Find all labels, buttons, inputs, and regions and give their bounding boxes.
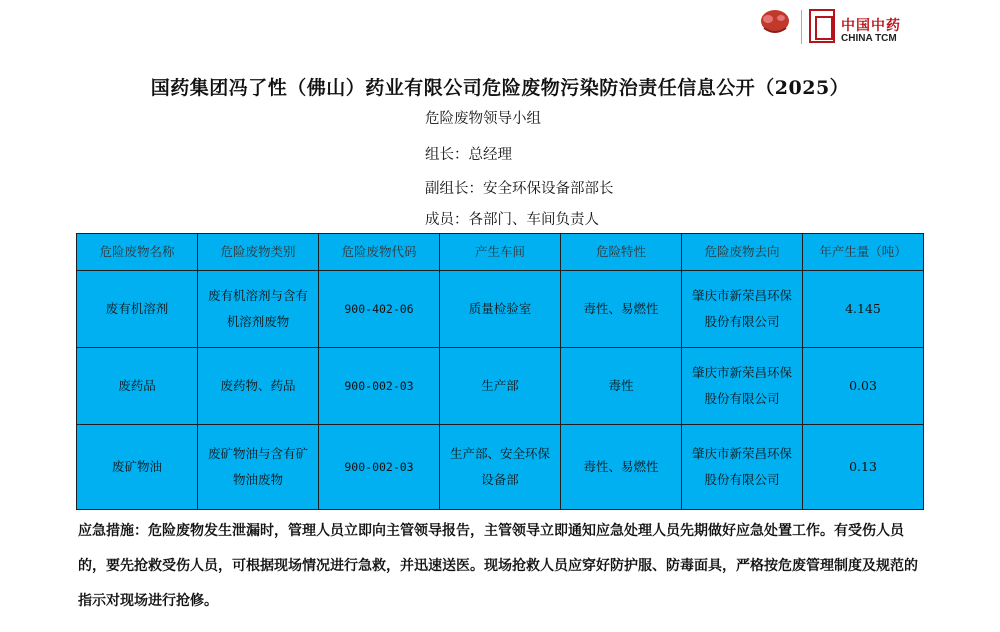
logo-en-text: CHINA TCM bbox=[841, 33, 897, 44]
col-header: 危险废物名称 bbox=[77, 234, 198, 271]
emergency-measures: 应急措施：危险废物发生泄漏时，管理人员立即向主管领导报告，主管领导立即通知应急处理人员先期做好应急处置工作。有受伤人员的，要先抢救受伤人员，可根据现场情况进行急救，并迅速送医。现场抢救人员应穿好防护服、防毒面具，严格按危废管理制度及规范的指示对现场进行抢修。 bbox=[78, 523, 918, 609]
table-row bbox=[77, 425, 924, 510]
cell-hazard: 毒性 bbox=[561, 348, 682, 425]
cell-hazard: 毒性、易燃性 bbox=[561, 425, 682, 510]
cell-destination: 肇庆市新荣昌环保股份有限公司 bbox=[682, 348, 803, 425]
table-row bbox=[77, 271, 924, 348]
deputy-leader: 副组长：安全环保设备部部长 bbox=[425, 181, 614, 197]
cell-name: 废有机溶剂 bbox=[77, 271, 198, 348]
table-header-row bbox=[77, 234, 924, 271]
cell-code: 900-402-06 bbox=[319, 271, 440, 348]
cell-name: 废矿物油 bbox=[77, 425, 198, 510]
col-header: 危险废物去向 bbox=[682, 234, 803, 271]
col-header: 产生车间 bbox=[440, 234, 561, 271]
cell-workshop: 生产部、安全环保设备部 bbox=[440, 425, 561, 510]
cell-workshop: 质量检验室 bbox=[440, 271, 561, 348]
group-leader: 组长：总经理 bbox=[425, 147, 512, 163]
china-tcm-mark-icon bbox=[809, 9, 835, 43]
cell-code: 900-002-03 bbox=[319, 348, 440, 425]
logo-divider bbox=[801, 10, 802, 44]
cell-category: 废有机溶剂与含有机溶剂废物 bbox=[198, 271, 319, 348]
cell-category: 废矿物油与含有矿物油废物 bbox=[198, 425, 319, 510]
logo-cn-text: 中国中药 bbox=[841, 18, 901, 34]
cell-category: 废药物、药品 bbox=[198, 348, 319, 425]
group-members: 成员：各部门、车间负责人 bbox=[425, 212, 599, 228]
cell-code: 900-002-03 bbox=[319, 425, 440, 510]
leadership-group: 危险废物领导小组 bbox=[425, 111, 541, 127]
col-header: 危险废物类别 bbox=[198, 234, 319, 271]
col-header: 危险废物代码 bbox=[319, 234, 440, 271]
cell-annual-amount: 4.145 bbox=[803, 271, 924, 348]
table-row bbox=[77, 348, 924, 425]
col-header: 危险特性 bbox=[561, 234, 682, 271]
cell-annual-amount: 0.13 bbox=[803, 425, 924, 510]
cell-name: 废药品 bbox=[77, 348, 198, 425]
cell-destination: 肇庆市新荣昌环保股份有限公司 bbox=[682, 425, 803, 510]
company-seal-logo bbox=[754, 6, 796, 46]
hazardous-waste-table bbox=[76, 233, 924, 510]
col-header: 年产生量（吨） bbox=[803, 234, 924, 271]
cell-annual-amount: 0.03 bbox=[803, 348, 924, 425]
cell-hazard: 毒性、易燃性 bbox=[561, 271, 682, 348]
document-title: 国药集团冯了性（佛山）药业有限公司危险废物污染防治责任信息公开（2025） bbox=[150, 77, 850, 99]
cell-destination: 肇庆市新荣昌环保股份有限公司 bbox=[682, 271, 803, 348]
china-tcm-logo bbox=[809, 5, 919, 47]
cell-workshop: 生产部 bbox=[440, 348, 561, 425]
